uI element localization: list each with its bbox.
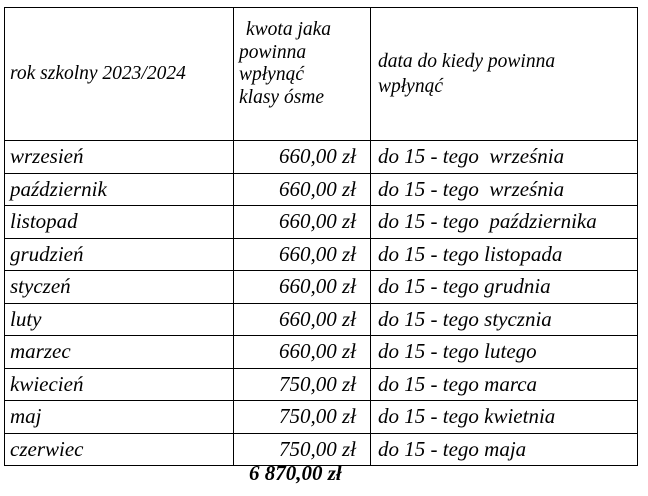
table-row [5, 401, 638, 434]
month-cell: maj [5, 401, 234, 434]
deadline-cell: do 15 - tego marca [371, 368, 638, 401]
amount-cell: 750,00 zł [234, 433, 371, 466]
amount-cell: 750,00 zł [234, 368, 371, 401]
deadline-cell: do 15 - tego lutego [371, 336, 638, 369]
table-row [5, 238, 638, 271]
table-row [5, 141, 638, 174]
table-row [5, 368, 638, 401]
deadline-cell: do 15 - tego grudnia [371, 271, 638, 304]
deadline-cell: do 15 - tego listopada [371, 238, 638, 271]
payment-schedule-table [4, 7, 638, 466]
table-row [5, 206, 638, 239]
table-row [5, 173, 638, 206]
table-row [5, 303, 638, 336]
deadline-cell: do 15 - tego kwietnia [371, 401, 638, 434]
amount-cell: 660,00 zł [234, 336, 371, 369]
month-cell: listopad [5, 206, 234, 239]
deadline-cell: do 15 - tego stycznia [371, 303, 638, 336]
month-cell: październik [5, 173, 234, 206]
deadline-cell: do 15 - tego września [371, 173, 638, 206]
month-cell: czerwiec [5, 433, 234, 466]
month-cell: styczeń [5, 271, 234, 304]
deadline-cell: do 15 - tego maja [371, 433, 638, 466]
amount-cell: 750,00 zł [234, 401, 371, 434]
amount-cell: 660,00 zł [234, 206, 371, 239]
table-row [5, 271, 638, 304]
header-deadline-line: data do kiedy powinna [378, 51, 556, 72]
header-amount-line: kwota jaka [246, 19, 332, 40]
month-cell: grudzień [5, 238, 234, 271]
header-amount-line: klasy ósme [239, 86, 325, 108]
header-deadline [371, 8, 638, 141]
month-cell: wrzesień [5, 141, 234, 174]
month-cell: marzec [5, 336, 234, 369]
header-amount [234, 8, 371, 141]
month-cell: luty [5, 303, 234, 336]
amount-cell: 660,00 zł [234, 141, 371, 174]
amount-cell: 660,00 zł [234, 173, 371, 206]
amount-cell: 660,00 zł [234, 271, 371, 304]
total-amount: 6 870,00 zł [249, 461, 342, 485]
deadline-cell: do 15 - tego października [371, 206, 638, 239]
header-school-year: rok szkolny 2023/2024 [5, 8, 234, 141]
table-row [5, 336, 638, 369]
amount-cell: 660,00 zł [234, 303, 371, 336]
month-cell: kwiecień [5, 368, 234, 401]
header-deadline-line: wpłynąć [378, 76, 443, 97]
table-header-row [5, 8, 638, 141]
header-amount-line: powinna [239, 41, 307, 63]
deadline-cell: do 15 - tego września [371, 141, 638, 174]
header-amount-line: wpłynąć [239, 64, 304, 85]
amount-cell: 660,00 zł [234, 238, 371, 271]
